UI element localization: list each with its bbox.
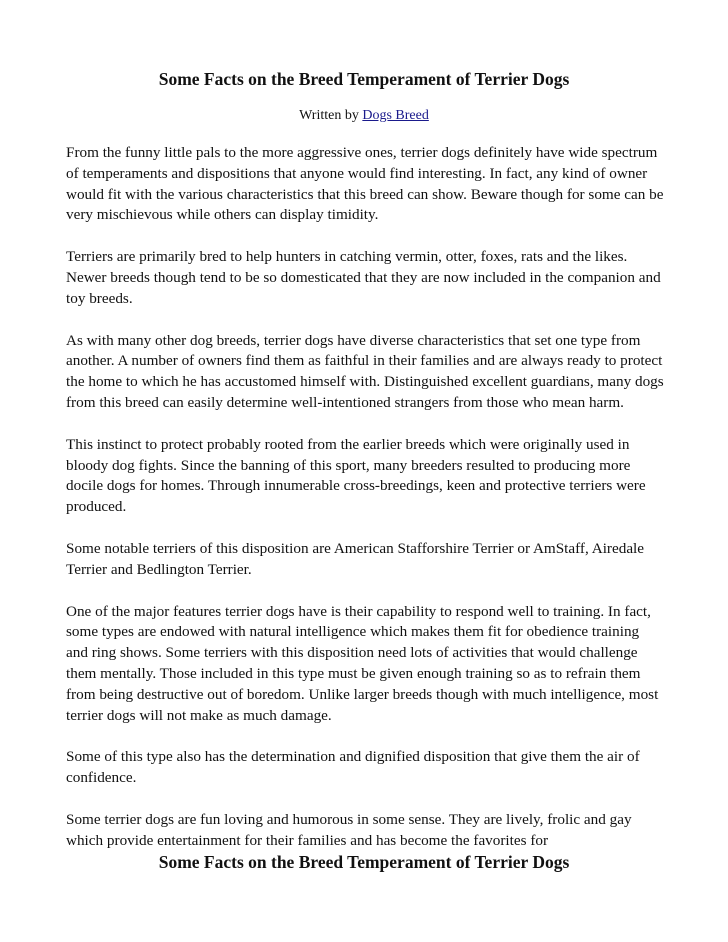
paragraph: Some of this type also has the determination and dignified disposition that give them the air of confidence.	[66, 748, 640, 787]
page-title: Some Facts on the Breed Temperament of Terrier Dogs	[158, 69, 570, 89]
paragraph: From the funny little pals to the more aggressive ones, terrier dogs definitely have wide spectrum of temperaments and dispositions that anyone would find interesting. In fact, any kind of owner would fit with the various characteristics that this breed can show. Beware though for some can be very mischievous while others can display timidity.	[66, 144, 664, 224]
paragraph: Some notable terriers of this disposition are American Stafforshire Terrier or AmStaff, Airedale Terrier and Bedlington Terrier.	[66, 539, 645, 578]
byline-prefix: Written by	[299, 108, 363, 123]
paragraph: Terriers are primarily bred to help hunters in catching vermin, otter, foxes, rats and the likes. Newer breeds though tend to be so domesticated that they are now included in the companion and toy breeds.	[66, 248, 661, 307]
footer-title: Some Facts on the Breed Temperament of Terrier Dogs	[158, 852, 570, 872]
author-link[interactable]: Dogs Breed	[362, 108, 429, 123]
paragraph: As with many other dog breeds, terrier dogs have diverse characteristics that set one type from another. A number of owners find them as faithful in their families and are always ready to protect the home to which he has accustomed himself with. Distinguished excellent guardians, many dogs from this breed can easily determine well-intentioned strangers from those who mean harm.	[66, 331, 664, 411]
paragraph: Some terrier dogs are fun loving and humorous in some sense. They are lively, frolic and gay which provide entertainment for their families and has become the favorites for	[66, 810, 632, 849]
paragraph: One of the major features terrier dogs have is their capability to respond well to training. In fact, some types are endowed with natural intelligence which makes them fit for obedience training and ring shows. Some terriers with this disposition need lots of activities that would challenge them mentally. Those included in this type must be given enough training so as to refrain them from being destructive out of boredom. Unlike larger breeds though with much intelligence, most terrier dogs will not make as much damage.	[66, 602, 659, 724]
article-body	[66, 143, 664, 873]
paragraph: This instinct to protect probably rooted from the earlier breeds which were originally used in bloody dog fights. Since the banning of this sport, many breeders resulted to producing more docile dogs for homes. Through innumerable cross-breedings, keen and protective terriers were produced.	[66, 435, 646, 516]
byline	[0, 106, 728, 126]
